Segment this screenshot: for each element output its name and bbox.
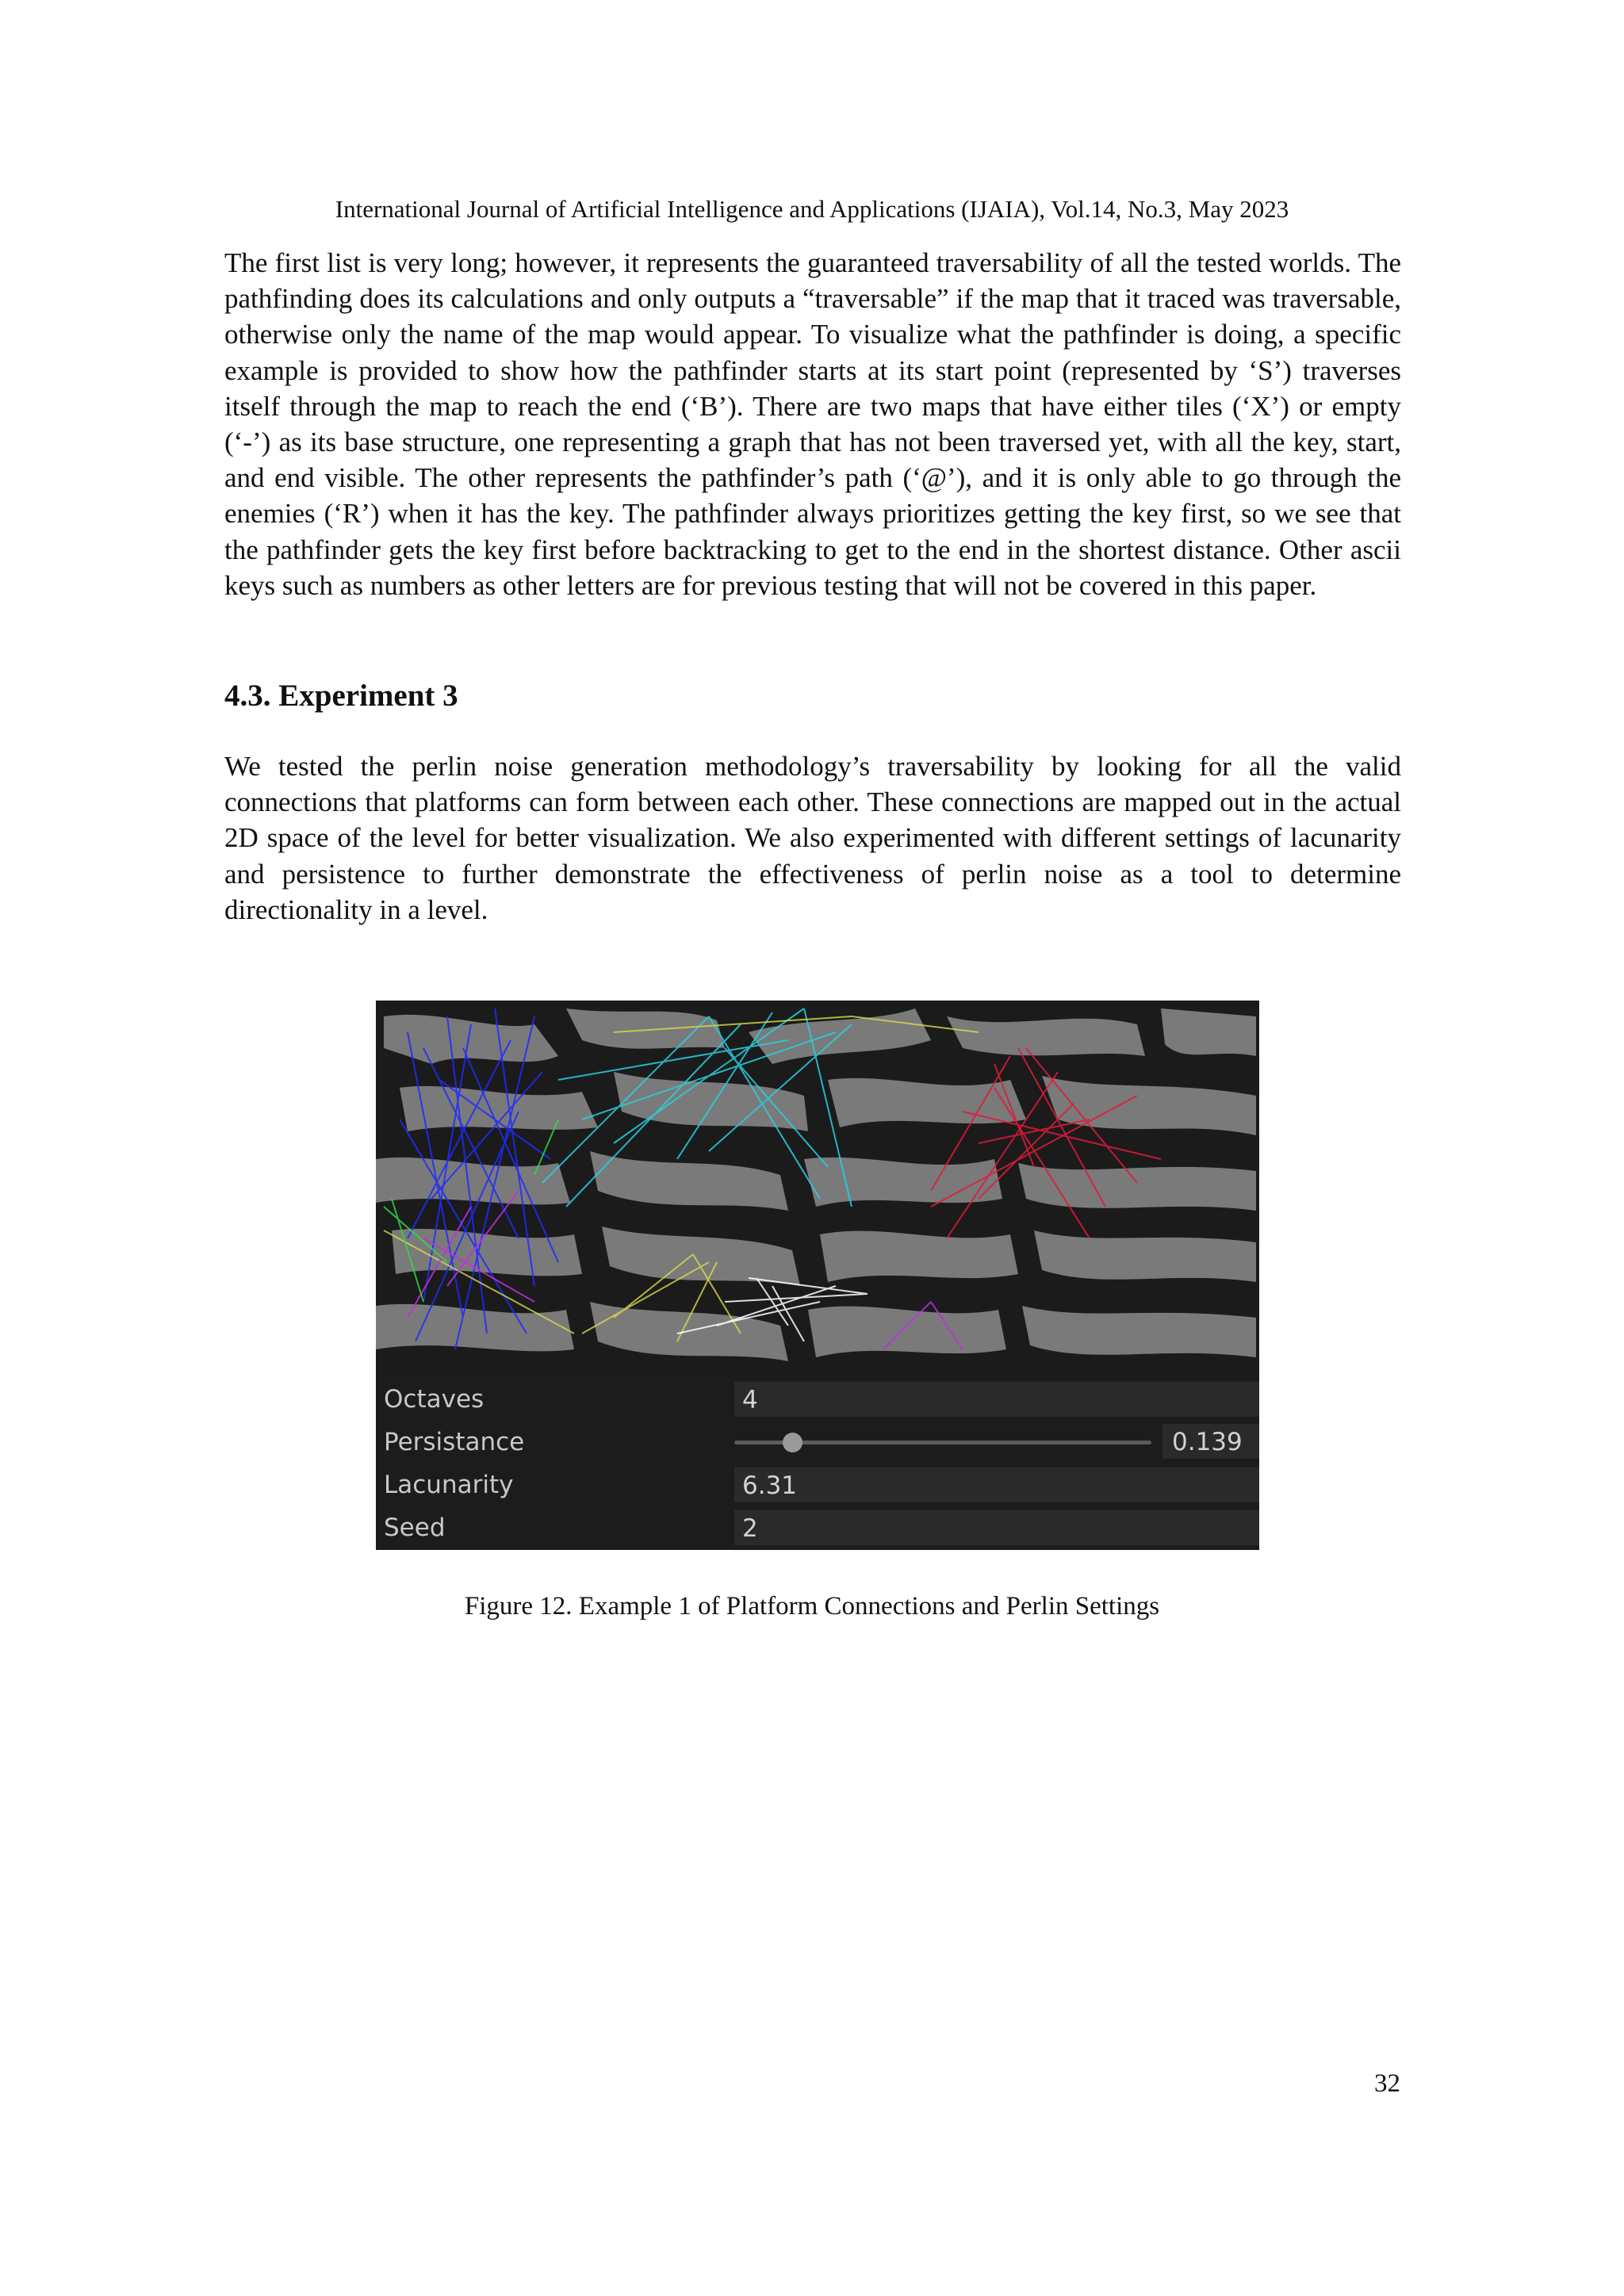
lacunarity-field[interactable] [734,1467,1259,1502]
seed-label: Seed [384,1513,446,1542]
lacunarity-row [376,1464,1259,1506]
octaves-field[interactable] [734,1381,1259,1417]
lacunarity-value: 6.31 [742,1471,798,1500]
octaves-row [376,1378,1259,1421]
persistance-slider-handle[interactable] [783,1433,802,1452]
octaves-value: 4 [742,1386,758,1414]
persistance-label: Persistance [384,1428,525,1456]
perlin-settings-panel [376,1378,1259,1550]
platform-connections-map [376,1001,1259,1378]
seed-field[interactable] [734,1510,1259,1545]
octaves-label: Octaves [384,1385,485,1414]
seed-row [376,1506,1259,1549]
persistance-value-field[interactable] [1162,1424,1259,1459]
persistance-value: 0.139 [1172,1428,1243,1456]
running-header: International Journal of Artificial Intelligence and Applications (IJAIA), Vol.14, No.3, May 2023 [335,195,1289,223]
figure-platform-connections [376,1001,1259,1550]
body-paragraph: We tested the perlin noise generation methodology’s traversability by looking for all the valid connections that platforms can form between each other. These connections are mapped out in the actual 2D space of the level for better visualization. We also experimented with different settings of lacunarity and persistence to further demonstrate the effectiveness of perlin noise as a tool to determine directionality in a level. [224,751,1401,925]
persistance-row [376,1421,1259,1464]
page-number: 32 [1374,2069,1400,2098]
seed-value: 2 [742,1514,758,1543]
body-paragraph: The first list is very long; however, it represents the guaranteed traversability of all the tested worlds. The pathfinding does its calculations and only outputs a “traversable” if the map that it traced was traversable, otherwise only the name of the map would appear. To visualize what the pathfinder is doing, a specific example is provided to show how the pathfinder starts at its start point (represented by ‘S’) traverses itself through the map to reach the end (‘B’). There are two maps that have either tiles (‘X’) or empty (‘-’) as its base structure, one representing a graph that has not been traversed yet, with all the key, start, and end visible. The other represents the pathfinder’s path (‘@’), and it is only able to go through the enemies (‘R’) when it has the key. The pathfinder always prioritizes getting the key first, so we see that the pathfinder gets the key first before backtracking to get to the end in the shortest distance. Other ascii keys such as numbers as other letters are for previous testing that will not be covered in this paper. [224,247,1401,601]
section-heading: 4.3. Experiment 3 [224,679,458,713]
lacunarity-label: Lacunarity [384,1471,514,1499]
figure-caption: Figure 12. Example 1 of Platform Connections and Perlin Settings [464,1592,1160,1621]
